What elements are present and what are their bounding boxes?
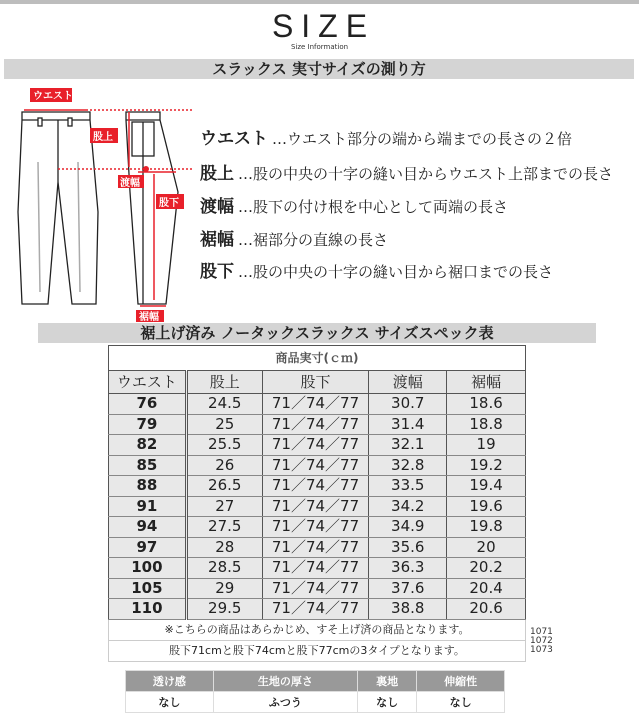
- section-heading-measure: スラックス 実寸サイズの測り方: [4, 59, 634, 79]
- feature-value: なし: [417, 692, 505, 713]
- feature-value: ふつう: [213, 692, 357, 713]
- table-row: [109, 517, 526, 538]
- table-cell: 71／74／77: [262, 435, 369, 456]
- table-cell: 37.6: [369, 578, 447, 599]
- feature-header: 生地の厚さ: [213, 671, 357, 692]
- fabric-features-table: [125, 670, 505, 713]
- table-cell: 71／74／77: [262, 599, 369, 620]
- table-cell: 19: [447, 435, 526, 456]
- table-cell: 36.3: [369, 558, 447, 579]
- table-cell: 20: [447, 537, 526, 558]
- measurement-waist: ウエスト …ウエスト部分の端から端までの長さの２倍: [200, 129, 573, 149]
- table-row: [109, 496, 526, 517]
- product-code: 1072: [530, 636, 553, 646]
- table-cell: 19.2: [447, 455, 526, 476]
- diagram-label-rise: 股上: [93, 132, 113, 143]
- table-cell: 34.9: [369, 517, 447, 538]
- table-cell: 91: [109, 496, 187, 517]
- column-header: 股下: [262, 371, 369, 394]
- table-cell: 19.8: [447, 517, 526, 538]
- table-cell: 20.2: [447, 558, 526, 579]
- table-cell: 26.5: [186, 476, 262, 497]
- table-cell: 71／74／77: [262, 496, 369, 517]
- table-cell: 19.6: [447, 496, 526, 517]
- table-cell: 34.2: [369, 496, 447, 517]
- column-header: 股上: [186, 371, 262, 394]
- measurement-thigh: 渡幅 …股下の付け根を中心として両端の長さ: [200, 197, 509, 217]
- table-cell: 105: [109, 578, 187, 599]
- table-cell: 71／74／77: [262, 578, 369, 599]
- table-cell: 71／74／77: [262, 476, 369, 497]
- table-cell: 35.6: [369, 537, 447, 558]
- table-row: [109, 578, 526, 599]
- table-cell: 24.5: [186, 394, 262, 415]
- table-cell: 82: [109, 435, 187, 456]
- table-row: [109, 537, 526, 558]
- table-cell: 31.4: [369, 414, 447, 435]
- table-cell: 71／74／77: [262, 455, 369, 476]
- table-cell: 29: [186, 578, 262, 599]
- table-cell: 18.6: [447, 394, 526, 415]
- page-title: SIZE: [271, 8, 376, 44]
- measurement-inseam: 股下 …股の中央の十字の縫い目から裾口までの長さ: [200, 262, 554, 282]
- table-cell: 30.7: [369, 394, 447, 415]
- product-codes: [530, 628, 553, 655]
- table-cell: 32.8: [369, 455, 447, 476]
- column-header: 渡幅: [369, 371, 447, 394]
- section-heading-spec: 裾上げ済み ノータックスラックス サイズスペック表: [38, 323, 596, 343]
- diagram-label-hem: 裾幅: [139, 312, 159, 322]
- table-cell: 27: [186, 496, 262, 517]
- table-cell: 19.4: [447, 476, 526, 497]
- table-cell: 20.6: [447, 599, 526, 620]
- slacks-diagram: [8, 82, 193, 322]
- table-cell: 94: [109, 517, 187, 538]
- measurement-rise: 股上 …股の中央の十字の縫い目からウエスト上部までの長さ: [200, 164, 614, 184]
- table-cell: 29.5: [186, 599, 262, 620]
- table-caption: 商品実寸(ｃｍ): [109, 346, 526, 371]
- feature-value: なし: [126, 692, 214, 713]
- feature-header: 伸縮性: [417, 671, 505, 692]
- table-cell: 26: [186, 455, 262, 476]
- table-cell: 88: [109, 476, 187, 497]
- table-note: ※こちらの商品はあらかじめ、すそ上げ済の商品となります。: [109, 619, 526, 640]
- feature-header: 裏地: [358, 671, 417, 692]
- table-row: [109, 476, 526, 497]
- table-cell: 71／74／77: [262, 537, 369, 558]
- feature-value: なし: [358, 692, 417, 713]
- table-cell: 27.5: [186, 517, 262, 538]
- table-cell: 71／74／77: [262, 558, 369, 579]
- size-spec-table: [108, 345, 526, 662]
- table-cell: 71／74／77: [262, 517, 369, 538]
- table-row: [109, 558, 526, 579]
- table-cell: 71／74／77: [262, 394, 369, 415]
- table-row: [109, 435, 526, 456]
- table-cell: 28.5: [186, 558, 262, 579]
- column-header: 裾幅: [447, 371, 526, 394]
- table-cell: 38.8: [369, 599, 447, 620]
- table-cell: 28: [186, 537, 262, 558]
- table-row: [109, 414, 526, 435]
- table-cell: 97: [109, 537, 187, 558]
- top-bar: [0, 0, 639, 4]
- table-cell: 85: [109, 455, 187, 476]
- table-cell: 76: [109, 394, 187, 415]
- table-cell: 20.4: [447, 578, 526, 599]
- page-subtitle: Size Information: [290, 43, 349, 51]
- table-row: [109, 599, 526, 620]
- table-cell: 25: [186, 414, 262, 435]
- table-cell: 33.5: [369, 476, 447, 497]
- table-cell: 25.5: [186, 435, 262, 456]
- feature-header: 透け感: [126, 671, 214, 692]
- product-code: 1073: [530, 645, 553, 655]
- diagram-label-thigh: 渡幅: [120, 178, 140, 189]
- table-cell: 71／74／77: [262, 414, 369, 435]
- table-cell: 32.1: [369, 435, 447, 456]
- diagram-label-waist: ウエスト: [33, 91, 73, 102]
- measurement-hem: 裾幅 …裾部分の直線の長さ: [200, 230, 389, 250]
- table-cell: 18.8: [447, 414, 526, 435]
- table-cell: 79: [109, 414, 187, 435]
- table-row: [109, 394, 526, 415]
- table-cell: 110: [109, 599, 187, 620]
- column-header: ウエスト: [109, 371, 187, 394]
- table-cell: 100: [109, 558, 187, 579]
- table-row: [109, 455, 526, 476]
- table-header-row: [109, 371, 526, 394]
- product-code: 1071: [530, 627, 553, 637]
- diagram-label-inseam: 股下: [159, 198, 179, 209]
- table-note: 股下71cmと股下74cmと股下77cmの3タイプとなります。: [109, 640, 526, 661]
